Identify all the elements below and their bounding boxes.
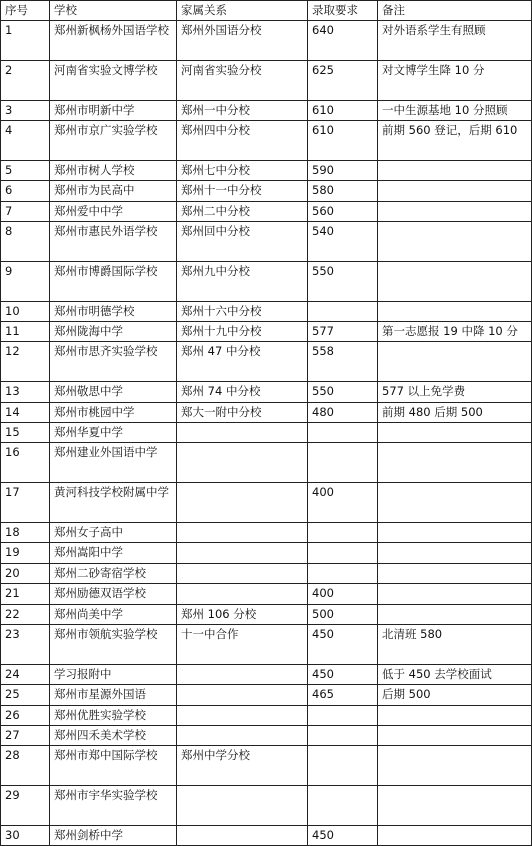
row-number: 9 <box>1 261 50 301</box>
admission-score <box>308 705 378 725</box>
affiliation <box>177 685 308 705</box>
admission-score: 500 <box>308 604 378 624</box>
row-number: 18 <box>1 523 50 543</box>
admission-score <box>308 301 378 321</box>
school-name: 郑州市惠民外语学校 <box>50 222 177 262</box>
table-row <box>1 786 532 826</box>
affiliation <box>177 483 308 523</box>
header-relation: 家属关系 <box>177 1 308 21</box>
table-row <box>1 604 532 624</box>
affiliation: 郑州十六中分校 <box>177 301 308 321</box>
affiliation <box>177 726 308 746</box>
remark <box>378 181 532 201</box>
row-number: 19 <box>1 543 50 563</box>
admission-score: 640 <box>308 21 378 61</box>
remark <box>378 301 532 321</box>
school-name: 郑州女子高中 <box>50 523 177 543</box>
school-name: 郑州市思齐实验学校 <box>50 342 177 382</box>
admission-score: 580 <box>308 181 378 201</box>
admission-score: 465 <box>308 685 378 705</box>
affiliation: 十一中合作 <box>177 625 308 665</box>
affiliation <box>177 443 308 483</box>
remark: 对文博学生降 10 分 <box>378 60 532 100</box>
table-row <box>1 705 532 725</box>
affiliation <box>177 423 308 443</box>
header-number: 序号 <box>1 1 50 21</box>
affiliation: 郑州 74 中分校 <box>177 382 308 402</box>
header-note: 备注 <box>378 1 532 21</box>
remark <box>378 201 532 221</box>
table-row <box>1 664 532 684</box>
admission-score <box>308 423 378 443</box>
school-name: 郑州市树人学校 <box>50 160 177 180</box>
remark <box>378 261 532 301</box>
table-row <box>1 261 532 301</box>
remark <box>378 423 532 443</box>
remark: 前期 560 登记，后期 610 <box>378 121 532 161</box>
school-name: 郑州敬思中学 <box>50 382 177 402</box>
affiliation: 郑州四中分校 <box>177 121 308 161</box>
school-name: 郑州尚美中学 <box>50 604 177 624</box>
school-name: 郑州陇海中学 <box>50 322 177 342</box>
remark: 后期 500 <box>378 685 532 705</box>
row-number: 2 <box>1 60 50 100</box>
row-number: 24 <box>1 664 50 684</box>
table-row <box>1 523 532 543</box>
admission-score <box>308 543 378 563</box>
admission-score: 550 <box>308 382 378 402</box>
table-row <box>1 746 532 786</box>
remark <box>378 563 532 583</box>
admission-score <box>308 443 378 483</box>
row-number: 26 <box>1 705 50 725</box>
table-row <box>1 21 532 61</box>
affiliation: 郑州二中分校 <box>177 201 308 221</box>
table-row <box>1 563 532 583</box>
affiliation: 郑州 47 中分校 <box>177 342 308 382</box>
admission-score: 625 <box>308 60 378 100</box>
school-name: 郑州市明新中学 <box>50 100 177 120</box>
remark <box>378 746 532 786</box>
row-number: 28 <box>1 746 50 786</box>
admission-score: 450 <box>308 664 378 684</box>
affiliation: 郑州回中分校 <box>177 222 308 262</box>
table-row <box>1 402 532 422</box>
school-name: 郑州市星源外国语 <box>50 685 177 705</box>
table-row <box>1 685 532 705</box>
row-number: 16 <box>1 443 50 483</box>
header-score: 录取要求 <box>308 1 378 21</box>
admission-score: 450 <box>308 826 378 846</box>
school-name: 郑州市博爵国际学校 <box>50 261 177 301</box>
admission-score: 590 <box>308 160 378 180</box>
admission-score <box>308 786 378 826</box>
table-row <box>1 121 532 161</box>
row-number: 7 <box>1 201 50 221</box>
school-name: 学习报附中 <box>50 664 177 684</box>
admission-score: 540 <box>308 222 378 262</box>
table-row <box>1 584 532 604</box>
affiliation: 郑州一中分校 <box>177 100 308 120</box>
header-school: 学校 <box>50 1 177 21</box>
remark <box>378 726 532 746</box>
admission-score: 558 <box>308 342 378 382</box>
table-row <box>1 726 532 746</box>
row-number: 10 <box>1 301 50 321</box>
row-number: 22 <box>1 604 50 624</box>
table-row <box>1 160 532 180</box>
school-name: 河南省实验文博学校 <box>50 60 177 100</box>
affiliation: 河南省实验分校 <box>177 60 308 100</box>
remark <box>378 342 532 382</box>
remark <box>378 584 532 604</box>
school-name: 郑州新枫杨外国语学校 <box>50 21 177 61</box>
row-number: 1 <box>1 21 50 61</box>
remark <box>378 786 532 826</box>
school-name: 郑州励德双语学校 <box>50 584 177 604</box>
affiliation <box>177 786 308 826</box>
admission-score: 400 <box>308 584 378 604</box>
affiliation <box>177 584 308 604</box>
remark: 577 以上免学费 <box>378 382 532 402</box>
remark <box>378 543 532 563</box>
table-row <box>1 543 532 563</box>
school-name: 郑州市明德学校 <box>50 301 177 321</box>
table-row <box>1 222 532 262</box>
remark: 一中生源基地 10 分照顾 <box>378 100 532 120</box>
remark: 前期 480 后期 500 <box>378 402 532 422</box>
admission-score: 550 <box>308 261 378 301</box>
remark: 第一志愿报 19 中降 10 分 <box>378 322 532 342</box>
row-number: 21 <box>1 584 50 604</box>
admission-score <box>308 523 378 543</box>
affiliation: 郑大一附中分校 <box>177 402 308 422</box>
affiliation: 郑州九中分校 <box>177 261 308 301</box>
row-number: 12 <box>1 342 50 382</box>
row-number: 27 <box>1 726 50 746</box>
school-name: 郑州二砂寄宿学校 <box>50 563 177 583</box>
school-name: 郑州剑桥中学 <box>50 826 177 846</box>
row-number: 23 <box>1 625 50 665</box>
row-number: 8 <box>1 222 50 262</box>
admission-score <box>308 726 378 746</box>
affiliation: 郑州七中分校 <box>177 160 308 180</box>
table-row <box>1 423 532 443</box>
table-row <box>1 181 532 201</box>
admission-score: 400 <box>308 483 378 523</box>
remark <box>378 523 532 543</box>
school-name: 郑州爱中中学 <box>50 201 177 221</box>
affiliation <box>177 543 308 563</box>
admission-score: 610 <box>308 100 378 120</box>
school-name: 郑州市领航实验学校 <box>50 625 177 665</box>
school-name: 郑州市郑中国际学校 <box>50 746 177 786</box>
row-number: 17 <box>1 483 50 523</box>
affiliation <box>177 523 308 543</box>
row-number: 25 <box>1 685 50 705</box>
affiliation <box>177 664 308 684</box>
remark <box>378 604 532 624</box>
admission-score: 577 <box>308 322 378 342</box>
affiliation: 郑州 106 分校 <box>177 604 308 624</box>
table-row <box>1 382 532 402</box>
remark <box>378 222 532 262</box>
affiliation <box>177 563 308 583</box>
row-number: 13 <box>1 382 50 402</box>
admission-score <box>308 563 378 583</box>
remark <box>378 443 532 483</box>
remark <box>378 705 532 725</box>
table-row <box>1 100 532 120</box>
table-row <box>1 322 532 342</box>
school-name: 郑州嵩阳中学 <box>50 543 177 563</box>
row-number: 30 <box>1 826 50 846</box>
row-number: 29 <box>1 786 50 826</box>
admission-score: 560 <box>308 201 378 221</box>
row-number: 20 <box>1 563 50 583</box>
admission-score: 480 <box>308 402 378 422</box>
table-row <box>1 625 532 665</box>
affiliation: 郑州外国语分校 <box>177 21 308 61</box>
header-row <box>1 1 532 21</box>
table-row <box>1 342 532 382</box>
row-number: 14 <box>1 402 50 422</box>
school-name: 郑州市京广实验学校 <box>50 121 177 161</box>
row-number: 6 <box>1 181 50 201</box>
school-name: 黄河科技学校附属中学 <box>50 483 177 523</box>
remark: 低于 450 去学校面试 <box>378 664 532 684</box>
row-number: 15 <box>1 423 50 443</box>
school-name: 郑州建业外国语中学 <box>50 443 177 483</box>
remark <box>378 160 532 180</box>
admission-score: 610 <box>308 121 378 161</box>
school-name: 郑州优胜实验学校 <box>50 705 177 725</box>
affiliation: 郑州十一中分校 <box>177 181 308 201</box>
admission-score: 450 <box>308 625 378 665</box>
row-number: 4 <box>1 121 50 161</box>
table-row <box>1 443 532 483</box>
remark <box>378 483 532 523</box>
row-number: 3 <box>1 100 50 120</box>
affiliation: 郑州十九中分校 <box>177 322 308 342</box>
school-name: 郑州市桃园中学 <box>50 402 177 422</box>
affiliation <box>177 705 308 725</box>
remark: 对外语系学生有照顾 <box>378 21 532 61</box>
school-name: 郑州市为民高中 <box>50 181 177 201</box>
admission-score <box>308 746 378 786</box>
table-row <box>1 483 532 523</box>
school-name: 郑州市宇华实验学校 <box>50 786 177 826</box>
affiliation: 郑州中学分校 <box>177 746 308 786</box>
row-number: 11 <box>1 322 50 342</box>
remark: 北清班 580 <box>378 625 532 665</box>
table-row <box>1 60 532 100</box>
school-name: 郑州四禾美术学校 <box>50 726 177 746</box>
table-row <box>1 301 532 321</box>
school-name: 郑州华夏中学 <box>50 423 177 443</box>
row-number: 5 <box>1 160 50 180</box>
table-row <box>1 201 532 221</box>
